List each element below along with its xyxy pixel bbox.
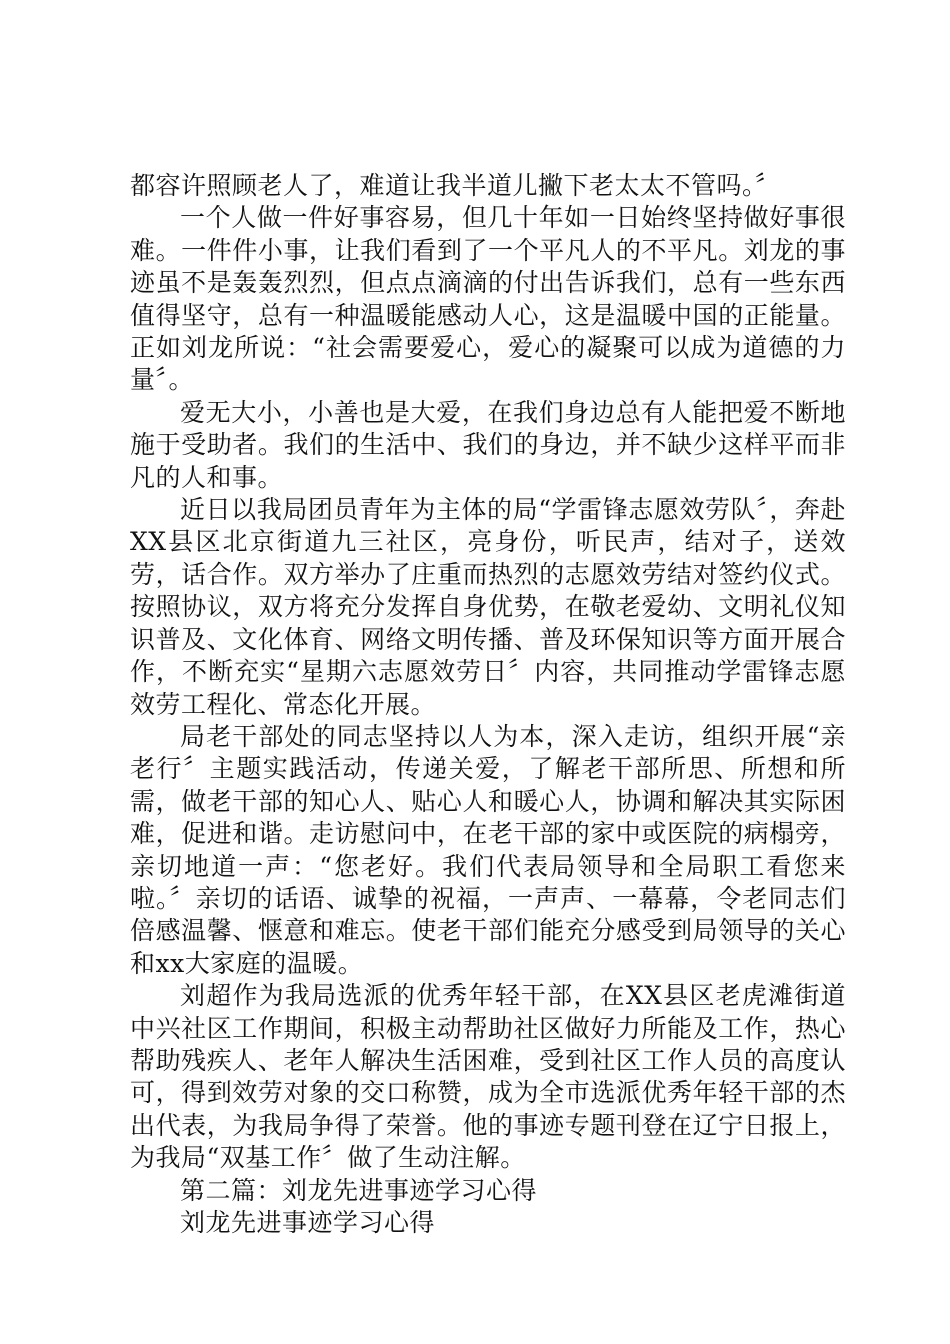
paragraph-good-deeds: 一个人做一件好事容易，但几十年如一日始终坚持做好事很难。一件件小事，让我们看到了一个平凡人的不平凡。刘龙的事迹虽不是轰轰烈烈，但点点滴滴的付出告诉我们，总有一些东西值得坚守，总有一种温暖能感动人心，这是温暖中国的正能量。正如刘龙所说：“社会需要爱心，爱心的凝聚可以成为道德的力量〞。 [130, 203, 846, 395]
paragraph-liu-chao: 刘超作为我局选派的优秀年轻干部，在XX县区老虎滩街道中兴社区工作期间，积极主动帮助社区做好力所能及工作，热心帮助残疾人、老年人解决生活困难，受到社区工作人员的高度认可，得到效劳对象的交口称赞，成为全市选派优秀年轻干部的杰出代表，为我局争得了荣誉。他的事迹专题刊登在辽宁日报上，为我局“双基工作〞做了生动注解。 [130, 981, 846, 1173]
document-body [130, 170, 846, 1239]
paragraph-love: 爱无大小，小善也是大爱，在我们身边总有人能把爱不断地施于受助者。我们的生活中、我们的身边，并不缺少这样平而非凡的人和事。 [130, 397, 846, 492]
section-subtitle: 刘龙先进事迹学习心得 [180, 1208, 436, 1237]
paragraph-veteran-cadres: 局老干部处的同志坚持以人为本，深入走访，组织开展“亲老行〞主题实践活动，传递关爱，了解老干部所思、所想和所需，做老干部的知心人、贴心人和暖心人，协调和解决其实际困难，促进和谐。走访慰问中，在老干部的家中或医院的病榻旁，亲切地道一声：“您老好。我们代表局领导和全局职工看您来啦。〞亲切的话语、诚挚的祝福，一声声、一幕幕，令老同志们倍感温馨、惬意和难忘。使老干部们能充分感受到局领导的关心和xx大家庭的温暖。 [130, 721, 846, 978]
paragraph-volunteer-team: 近日以我局团员青年为主体的局“学雷锋志愿效劳队〞，奔赴XX县区北京街道九三社区，亮身份，听民声，结对子，送效劳，话合作。双方举办了庄重而热烈的志愿效劳结对签约仪式。按照协议，双方将充分发挥自身优势，在敬老爱幼、文明礼仪知识普及、文化体育、网络文明传播、普及环保知识等方面开展合作，不断充实“星期六志愿效劳日〞内容，共同推动学雷锋志愿效劳工程化、常态化开展。 [130, 495, 846, 719]
paragraph-continuation: 都容许照顾老人了，难道让我半道儿撇下老太太不管吗。〞 [130, 171, 781, 200]
section-title: 第二篇：刘龙先进事迹学习心得 [180, 1175, 538, 1205]
